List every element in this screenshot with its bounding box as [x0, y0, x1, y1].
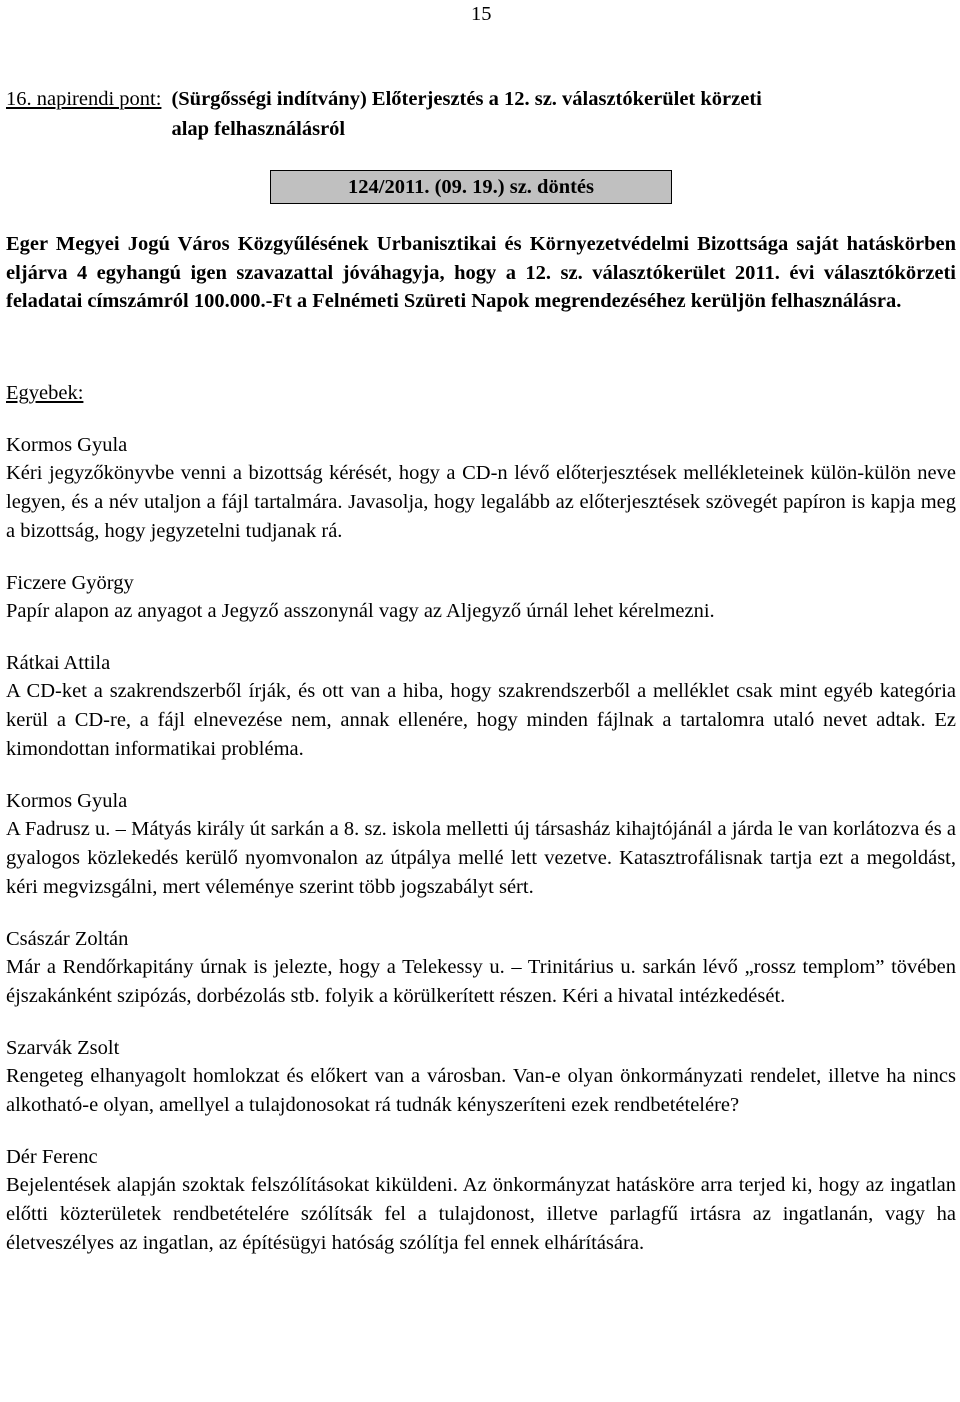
- speaker-statement: Rengeteg elhanyagolt homlokzat és előkert van a városban. Van-e olyan önkormányzati rendelet, illetve ha nincs alkotható-e olyan, amellyel a tulajdonosokat rá tudnák kényszeríteni ezek rendbetételére?: [6, 1065, 956, 1116]
- speaker-name: Rátkai Attila: [6, 652, 111, 674]
- speaker-statement: Kéri jegyzőkönyvbe venni a bizottság kérését, hogy a CD-n lévő előterjesztések mellékleteinek külön-külön neve legyen, és a név utaljon a fájl tartalmára. Javasolja, hogy legalább az előterjesztések szövegét papíron is kapja meg a bizottság, hogy jegyzetelni tudjanak rá.: [6, 462, 956, 542]
- agenda-title-line1: (Sürgősségi indítvány) Előterjesztés a 12. sz. választókerület körzeti: [171, 88, 762, 110]
- speaker-name: Dér Ferenc: [6, 1146, 98, 1168]
- section-heading: Egyebek:: [6, 382, 84, 404]
- speaker-name: Ficzere György: [6, 572, 134, 594]
- speaker-entry: [6, 925, 956, 1011]
- speaker-name: Kormos Gyula: [6, 434, 128, 456]
- decision-text: Eger Megyei Jogú Város Közgyűlésének Urbanisztikai és Környezetvédelmi Bizottsága saját hatáskörben eljárva 4 egyhangú igen szavazattal jóváhagyja, hogy a 12. sz. választókerület 2011. évi választókörzeti feladatai címszámról 100.000.-Ft a Felnémeti Szüreti Napok megrendezéséhez kerüljön felhasználásra.: [6, 233, 956, 312]
- agenda-item: [6, 84, 956, 144]
- speaker-name: Kormos Gyula: [6, 790, 128, 812]
- page-number: 15: [471, 3, 492, 25]
- speaker-statement: Már a Rendőrkapitány úrnak is jelezte, hogy a Telekessy u. – Trinitárius u. sarkán lévő „rossz templom” tövében éjszakánként szipózás, dorbézolás stb. folyik a körülkerített részen. Kéri a hivatal intézkedését.: [6, 956, 956, 1007]
- speaker-entry: [6, 1034, 956, 1120]
- speaker-name: Szarvák Zsolt: [6, 1037, 120, 1059]
- speaker-entry: [6, 569, 956, 626]
- other-matters-section: [6, 378, 956, 1258]
- speaker-entries: [6, 431, 956, 1258]
- speaker-statement: Bejelentések alapján szoktak felszólításokat kiküldeni. Az önkormányzat hatásköre arra terjed ki, hogy az ingatlan előtti közterületek rendbetételére szólítsák fel a tulajdonost, illetve parlagfű irtásra az ingatlanán, vagy ha életveszélyes az ingatlan, az építésügyi hatóság szólítja fel ennek elhárítására.: [6, 1174, 956, 1254]
- speaker-statement: A Fadrusz u. – Mátyás király út sarkán a 8. sz. iskola melletti új társasház kihajtójánál a járda le van korlátozva és a gyalogos közlekedés kerülő nyomvonalon az útpálya mellé lett vezetve. Katasztrofálisnak tartja ezt a megoldást, kéri megvizsgálni, mert véleménye szerint több jogszabályt sért.: [6, 818, 956, 898]
- speaker-entry: [6, 787, 956, 902]
- speaker-statement: A CD-ket a szakrendszerből írják, és ott van a hiba, hogy szakrendszerből a melléklet csak mint egyéb kategória kerül a CD-re, a fájl elnevezése nem, annak ellenére, hogy minden fájlnak a tartalomra utaló nevet adtak. Ez kimondottan informatikai probléma.: [6, 680, 956, 760]
- agenda-title: [161, 84, 761, 144]
- speaker-entry: [6, 431, 956, 546]
- agenda-label: 16. napirendi pont:: [6, 88, 162, 110]
- speaker-entry: [6, 1143, 956, 1258]
- decision-number: 124/2011. (09. 19.) sz. döntés: [270, 170, 672, 204]
- speaker-entry: [6, 649, 956, 764]
- agenda-title-line2: alap felhasználásról: [171, 118, 346, 140]
- speaker-name: Császár Zoltán: [6, 928, 129, 950]
- speaker-statement: Papír alapon az anyagot a Jegyző asszonynál vagy az Aljegyző úrnál lehet kérelmezni.: [6, 600, 715, 622]
